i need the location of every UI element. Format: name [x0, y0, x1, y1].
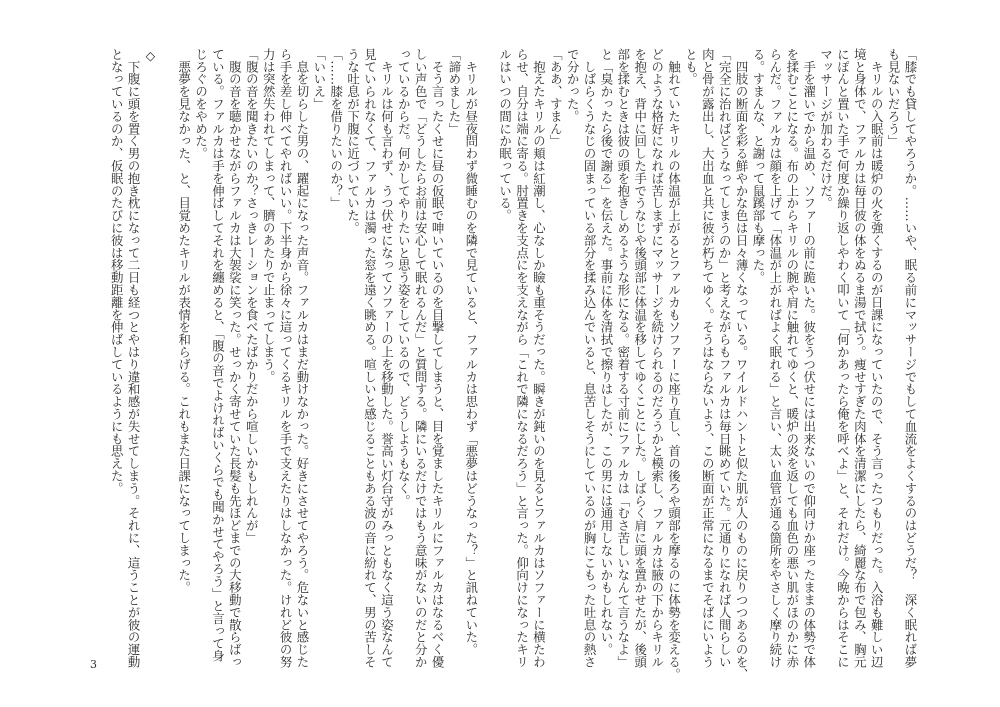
text-line: とも。	[683, 48, 699, 86]
text-line: と「臭かったら後で謝る」を伝えた。事前に体を清拭で擦りはしたが、この男には通用しないかもしれない。	[598, 48, 614, 656]
text-line: しばらくうなじの固まっている部分を揉み込んでいると、息苦しそうにしているのが胸にこもった吐息の熱さ	[582, 48, 598, 668]
text-line: を抱え、背中に回した手でうなじや後頭部に体温を移してゆくことにした。しばらく肩に頭を置かせたが、後頭	[632, 48, 648, 668]
text-line: っているからだ。何かしてやりたいと思う姿をしているので、どうしようもなく。	[396, 48, 412, 507]
text-line: うな吐息が下腹に近づいていた。	[345, 48, 361, 234]
text-line: 肉と骨が露出し、大出血と共に彼が朽ちてゆく。そうはならないよう、この断面が正常になるまでそばにいよう	[700, 48, 716, 668]
text-line: 「膝でも貸してやろうか。……いや、眠る前にマッサージでもして血流をよくするのはどうだ？ 深く眠れば夢	[903, 48, 918, 668]
vertical-text-body	[107, 48, 918, 681]
text-line: 見ていられなくて、ファルカは濁った窓を遠く眺める。喧しいと感じることもある波の音に紛れて、男の苦しそ	[362, 48, 378, 668]
page-number: 3	[90, 658, 97, 671]
text-line: じろぐのをやめた。	[193, 48, 209, 160]
text-line: も見ないだろう」	[886, 48, 902, 148]
blank-line	[158, 48, 175, 660]
text-line: 四肢の断面を彩る鮮やかな色は日々薄くなっている。ワイルドハントと似た肌が人のものに戻りつつあるのを、	[734, 48, 750, 681]
text-line: キリルは何も言わず、うつ伏せになってソファーの上を移動した。誉高い灯台守がみっともなく這う姿なんて	[379, 48, 395, 668]
text-line: 「いいえ」	[311, 48, 327, 110]
text-line: 下腹に頭を置く男の抱き枕になって二日も経つとやはり違和感が失せてしまう。それに、這うことが彼の運動	[126, 48, 142, 668]
text-line: を揉むことになる。布の上からキリルの腕や肩に触れてゆくと、暖炉の炎を返しても血色の悪い肌がほのかに赤	[784, 48, 800, 668]
text-line: で分かった。	[565, 48, 581, 123]
text-line: 腹の音を聴かせながらファルカは大袈裟に笑った。せっかく寄せていた長髪も先ほどまでの大移動で散らばっ	[227, 48, 243, 668]
text-line: 触れていたキリルの体温が上がるとファルカもソファーに座り直し、首の後ろや頭部を摩るのに体勢を変える。	[666, 48, 682, 681]
text-line: 「……膝を借りたいのか？」	[328, 48, 344, 210]
text-line: となっているのか、仮眠のたびに彼は移動距離を伸ばしているようにも思えた。	[109, 48, 125, 495]
text-line: る。すまんな、と謝って鼠蹊部も摩った。	[750, 48, 766, 284]
text-line: ら手を差し伸べてやればいい。下半身から徐々に這ってくるキリルを手で支えたりはしなかった。けれど彼の努	[278, 48, 294, 668]
text-line: 力は突然失われてしまって、臍のあたりで止まってしまう。	[261, 48, 277, 383]
text-line: しい声色で「どうしたらお前は安心して眠れるんだ」と質問する。隣にいるだけではもう意味がないのだと分か	[413, 48, 429, 668]
text-line: にぽんと置いた手で何度か繰り返しやわく叩いて「何かあったら俺を呼べよ」と、それだけ。今晩からはそこに	[835, 48, 851, 668]
text-line: ている。ファルカは手を伸ばしてそれを纏めると、「腹の音でよければいくらでも聞かせてやろう」と言って身	[210, 48, 226, 662]
text-line: ルはいつの間にか眠っている。	[497, 48, 513, 222]
text-line: キリルの入眠前は暖炉の火を強くするのが日課になっていたので、そう言ったつもりだった。入浴も難しい辺	[869, 48, 885, 668]
section-break-marker: ◇	[142, 48, 158, 63]
text-line: 「完全に治ればどうなってしまうのか」と考えながらもファルカは毎日眺めていた。元通りになれば人間らしい	[717, 48, 733, 668]
text-line: 「ああ、すまん」	[548, 48, 564, 148]
text-line: マッサージが加わるだけだ。	[818, 48, 834, 210]
blank-line	[479, 48, 496, 660]
text-line: そう言ったくせに昼の仮眠で呻いているのを目撃してしまうと、目を覚ましたキリルにファルカはなるべく優	[430, 48, 446, 668]
text-line: 境と身体で、ファルカは毎日彼の体をぬるま湯で拭う。痩せすぎた肉体を清潔にしたら、綺麗な布で包み、胸元	[852, 48, 868, 668]
text-line: キリルが昼夜問わず微睡むのを隣で見ていると、ファルカは思わず「悪夢はどうなった？」と訊ねていた。	[463, 48, 479, 656]
text-line: らせ、自分は端に寄る。肘置きを支点にを支えながら「これで隣になるだろう」と言った。仰向けになったキリ	[514, 48, 530, 668]
text-line: 悪夢を見なかった、と、目覚めたキリルが表情を和らげる。これもまた日課になってしまった。	[176, 48, 192, 594]
text-line: らんだ。ファルカは顔を上げて「体温が上がればよく眠れる」と言い、太い血管が通る箇所をやさしく摩り続け	[767, 48, 783, 668]
text-line: どのような格好になれば苦しまずにマッサージを続けられるのだろうかと模索し、ファルカは腋の下からキリル	[649, 48, 665, 668]
text-line: 部を揉むときは彼の頭を抱きしめるような形になる。密着する寸前にファルカは「むさ苦しいなんて言うなよ」	[615, 48, 631, 668]
text-line: 抱えたキリルの頬は紅潮し、心なしか瞼も重そうだった。瞬きが鈍いのを見るとファルカはソファーに横たわ	[531, 48, 547, 668]
text-line: 手を濯いでから温め、ソファーの前に跪いた。彼をうつ伏せには出来ないので仰向けか座ったままの体勢で体	[801, 48, 817, 668]
text-line: 「腹の音を聞きたいのか？さっきレーションを食べたばかりだから喧しいかもしれんが」	[244, 48, 260, 544]
text-line: 息を切らした男の、躍起になった声音。ファルカはまだ動けなかった。好きにさせてやろう。危ないと感じた	[294, 48, 310, 668]
text-line: 「諦めました」	[446, 48, 462, 135]
